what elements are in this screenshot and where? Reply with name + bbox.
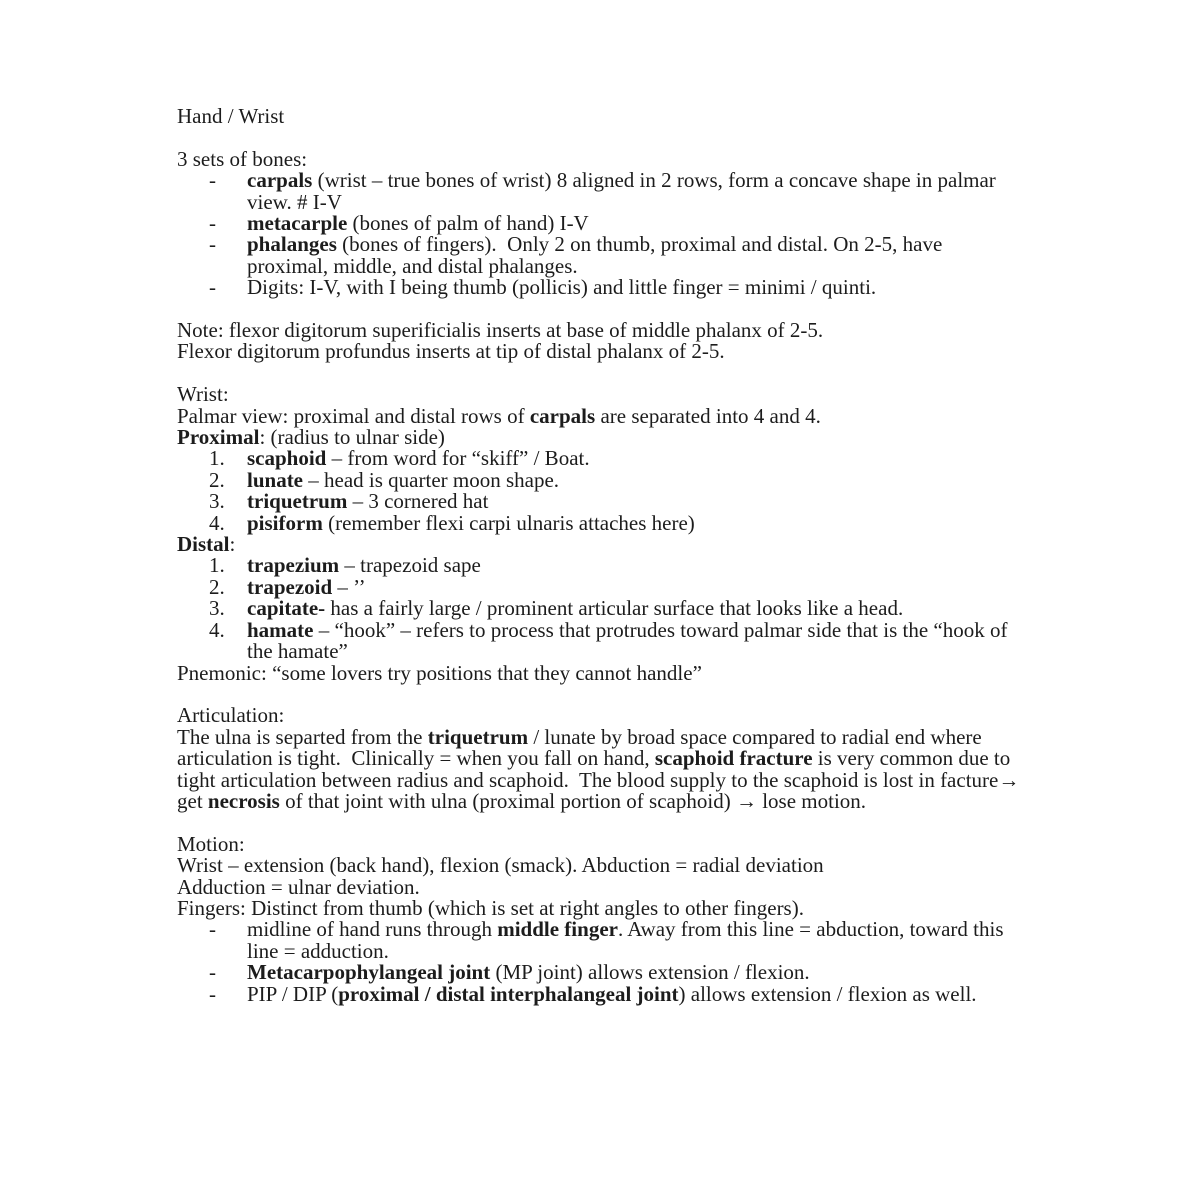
bullet-marker: - [209, 981, 216, 1006]
text-content [247, 277, 1024, 298]
paragraph-line [177, 855, 1024, 876]
text-content [177, 341, 1024, 362]
paragraph-line [177, 403, 1024, 428]
bold-text-run: proximal / distal interphalangeal joint [338, 981, 679, 1006]
text-content [177, 403, 1024, 428]
text-run: 3 sets of bones: [177, 146, 308, 171]
numbered-item [177, 448, 1024, 469]
text-run: – head is quarter moon shape. [303, 467, 560, 492]
text-run: Flexor digitorum profundus inserts at tip of distal phalanx of 2-5. [177, 339, 725, 364]
text-content [247, 510, 1024, 535]
text-run: Articulation: [177, 703, 285, 728]
bullet-item [177, 170, 1024, 213]
text-content [247, 555, 1024, 576]
bold-text-run: lunate [247, 467, 304, 492]
bullet-marker: - [209, 211, 216, 236]
text-run: is very common due to tight articulation between radius and scaphoid. The blood supply to the scaphoid is lost in facture→ get [177, 746, 1025, 813]
text-run: (MP joint) allows extension / flexion. [490, 960, 810, 985]
text-content [177, 855, 1024, 876]
paragraph-line [177, 874, 1024, 899]
paragraph-line [177, 384, 1024, 405]
text-run: (bones of fingers). Only 2 on thumb, proximal and distal. On 2-5, have proximal, middle, and distal phalanges. [247, 232, 948, 278]
number-marker: 3. [209, 489, 225, 514]
text-content [177, 705, 1024, 726]
text-content [247, 598, 1024, 619]
paragraph-line [177, 106, 1024, 127]
bold-text-run: Distal [177, 532, 230, 557]
text-content [247, 574, 1024, 599]
text-run: Hand / Wrist [177, 104, 285, 128]
paragraph-line [177, 427, 1024, 448]
text-content [247, 491, 1024, 512]
text-content [177, 146, 1024, 171]
text-run: Wrist – extension (back hand), flexion (smack). Abduction = radial deviation [177, 853, 824, 878]
paragraph-line [177, 831, 1024, 856]
bold-text-run: metacarple [247, 211, 348, 236]
text-run: Note: flexor digitorum superificialis inserts at base of middle phalanx of 2-5. [177, 318, 824, 343]
text-run: Wrist: [177, 382, 229, 407]
text-run: Adduction = ulnar deviation. [177, 874, 420, 899]
text-run: – 3 cornered hat [347, 489, 489, 514]
bullet-marker: - [209, 960, 216, 985]
paragraph-line [177, 341, 1024, 362]
text-run: Fingers: Distinct from thumb (which is set at right angles to other fingers). [177, 895, 804, 920]
bold-text-run: phalanges [247, 232, 337, 257]
number-marker: 3. [209, 596, 225, 621]
bold-text-run: carpals [529, 403, 596, 428]
number-marker: 2. [209, 467, 225, 492]
bold-text-run: scaphoid [247, 446, 327, 471]
bold-text-run: pisiform [247, 510, 323, 535]
text-content [177, 534, 1024, 555]
paragraph-line [177, 660, 1024, 685]
text-content [177, 895, 1024, 920]
text-run: (bones of palm of hand) I-V [347, 211, 589, 236]
bullet-item [177, 919, 1024, 962]
text-run: / lunate by broad space compared to radial end where articulation is tight. Clinically = when you fall on hand, [177, 724, 987, 771]
numbered-item [177, 617, 1024, 664]
bullet-marker: - [209, 275, 216, 300]
bullet-marker: - [209, 917, 216, 942]
bold-text-run: Metacarpophylangeal joint [247, 960, 491, 985]
text-run: PIP / DIP ( [247, 981, 339, 1006]
text-content [177, 724, 1025, 813]
text-run: midline of hand runs through [247, 917, 498, 942]
text-run: Digits: I-V, with I being thumb (pollicis) and little finger = minimi / quinti. [247, 275, 877, 300]
number-marker: 1. [209, 446, 225, 471]
text-content [177, 874, 1024, 899]
text-run: are separated into 4 and 4. [595, 403, 821, 428]
bold-text-run: scaphoid fracture [654, 746, 813, 771]
text-run: – ’’ [332, 574, 366, 599]
bullet-marker: - [209, 168, 216, 193]
numbered-item [177, 598, 1024, 619]
paragraph-line [177, 705, 1024, 726]
blank-line [177, 299, 1024, 320]
numbered-item [177, 491, 1024, 512]
numbered-item [177, 574, 1024, 599]
bold-text-run: triquetrum [247, 489, 348, 514]
text-run: – trapezoid sape [339, 553, 481, 578]
text-run: ) allows extension / flexion as well. [678, 981, 977, 1006]
blank-line [177, 127, 1024, 148]
bold-text-run: trapezoid [247, 574, 333, 599]
text-content [177, 427, 1024, 448]
text-run: Motion: [177, 831, 245, 856]
bold-text-run: necrosis [207, 788, 280, 813]
bullet-item [177, 981, 1024, 1006]
text-run: : (radius to ulnar side) [259, 425, 445, 450]
bold-text-run: middle finger [497, 917, 618, 942]
bold-text-run: carpals [247, 168, 313, 193]
text-content [247, 234, 1024, 277]
text-content [177, 106, 1024, 127]
bold-text-run: hamate [247, 617, 314, 642]
bullet-marker: - [209, 232, 216, 257]
text-content [247, 213, 1024, 234]
text-run: The ulna is separted from the [177, 724, 428, 749]
text-content [247, 617, 1024, 664]
text-run: (wrist – true bones of wrist) 8 aligned in 2 rows, form a concave shape in palmar view. # I-V [247, 168, 1002, 214]
paragraph-line [177, 724, 1025, 813]
text-run: – from word for “skiff” / Boat. [326, 446, 590, 471]
bold-text-run: triquetrum [427, 724, 529, 749]
text-content [247, 919, 1024, 962]
text-content [247, 467, 1024, 492]
text-run: of that joint with ulna (proximal portion of scaphoid) → lose motion. [279, 788, 867, 813]
text-content [177, 320, 1024, 341]
blank-line [177, 363, 1024, 384]
text-run: Palmar view: proximal and distal rows of [177, 403, 530, 428]
number-marker: 2. [209, 574, 225, 599]
text-content [247, 981, 1024, 1006]
text-content [247, 962, 1024, 983]
bullet-item [177, 213, 1024, 234]
bold-text-run: capitate- [247, 596, 326, 621]
text-run: – “hook” – refers to process that protrudes toward palmar side that is the “hook of the hamate” [247, 617, 1013, 664]
numbered-item [177, 510, 1024, 535]
number-marker: 4. [209, 617, 225, 642]
bullet-item [177, 277, 1024, 298]
bold-text-run: trapezium [247, 553, 340, 578]
bullet-item [177, 962, 1024, 983]
text-content [247, 170, 1024, 213]
bold-text-run: Proximal [177, 425, 260, 450]
text-run: has a fairly large / prominent articular surface that looks like a head. [325, 596, 904, 621]
text-content [177, 831, 1024, 856]
bullet-item [177, 234, 1024, 277]
text-content [177, 660, 1024, 685]
text-content [247, 448, 1024, 469]
number-marker: 1. [209, 553, 225, 578]
blank-line [177, 684, 1024, 705]
text-run: (remember flexi carpi ulnaris attaches here) [322, 510, 695, 535]
paragraph-line [177, 534, 1024, 555]
text-content [177, 384, 1024, 405]
document-content [177, 106, 1024, 1005]
blank-line [177, 812, 1024, 833]
text-run: Pnemonic: “some lovers try positions that they cannot handle” [177, 660, 702, 685]
paragraph-line [177, 146, 1024, 171]
text-run: : [229, 532, 236, 557]
numbered-item [177, 467, 1024, 492]
numbered-item [177, 555, 1024, 576]
number-marker: 4. [209, 510, 225, 535]
paragraph-line [177, 895, 1024, 920]
paragraph-line [177, 320, 1024, 341]
text-run: . Away from this line = abduction, toward this line = adduction. [247, 917, 1009, 963]
